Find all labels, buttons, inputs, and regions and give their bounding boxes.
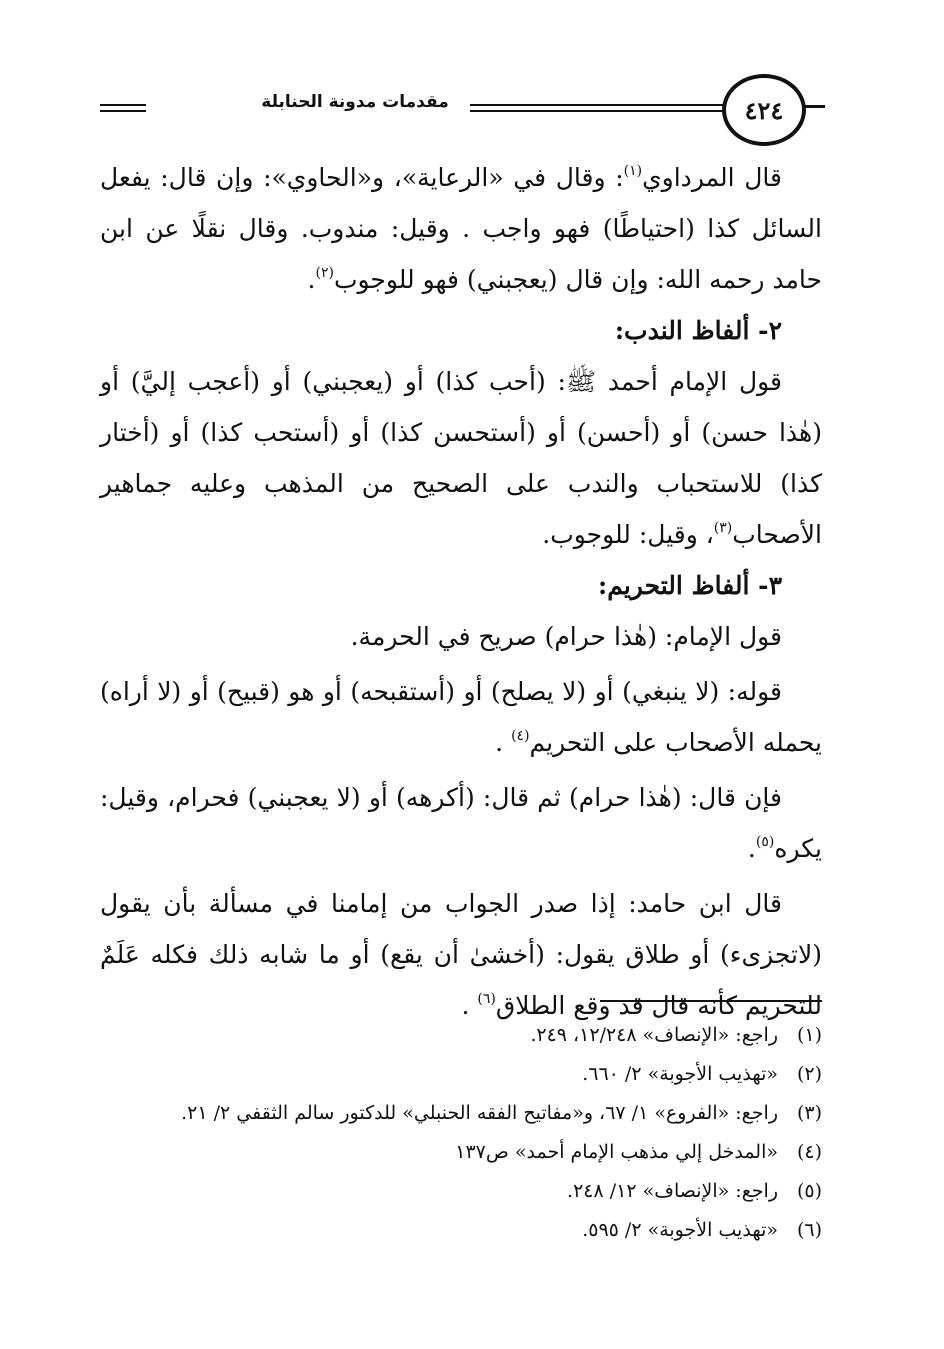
footnote-text: راجع: «الفروع» ١/ ٦٧، و«مفاتيح الفقه الحنبلي» للدكتور سالم الثقفي ٢/ ٢١. (181, 1102, 778, 1124)
paragraph-3: قول الإمام: (هٰذا حرام) صريح في الحرمة. (350, 622, 782, 651)
page-number-badge (722, 74, 806, 146)
p2-text-b: ، وقيل: للوجوب. (542, 520, 714, 549)
p4-text-a: قوله: (لا ينبغي) أو (لا يصلح) أو (أستقبحه) أو هو (قبيح) أو (لا أراه) يحمله الأصحاب على التحريم (100, 677, 822, 757)
footnote-ref-5: (٥) (755, 834, 775, 850)
footnote-ref-6: (٦) (477, 991, 496, 1007)
paragraph-6 (100, 878, 822, 1031)
heading-tahrim: ٣- ألفاظ التحريم: (597, 571, 782, 600)
footnote-number: (٥) (796, 1180, 822, 1202)
heading-nadb: ٢- ألفاظ الندب: (614, 316, 782, 345)
footnote-ref-1: (١) (623, 163, 643, 179)
footnote-number: (٣) (796, 1102, 822, 1124)
p6-text-a: قال ابن حامد: إذا صدر الجواب من إمامنا في مسألة بأن يقول (لاتجزىء) أو طلاق يقول: (أخشىٰ أن يقع) أو ما شابه ذلك فكله عَلَمٌ للتحريم كأنه قال قد وقع الطلاق (100, 889, 822, 1020)
page-header (100, 72, 825, 142)
footnote-text: راجع: «الإنصاف» ١٢/ ٢٤٨. (567, 1180, 778, 1202)
footnote-number: (٢) (796, 1063, 822, 1085)
footnote-text: «تهذيب الأجوبة» ٢/ ٥٩٥. (582, 1219, 778, 1241)
p1-text-a: قال المرداوي (642, 163, 782, 192)
footnote-4 (100, 1133, 822, 1172)
header-rule-left-bottom (100, 110, 146, 112)
p1-text-b: : وقال في «الرعاية»، و«الحاوي»: وإن قال: يفعل السائل كذا (احتياطًا) فهو واجب . وقيل: مندوب. وقال نقلًا عن ابن حامد رحمه الله: وإن قال (يعجبني) فهو للوجوب (100, 163, 822, 294)
p2-text-a: قول الإمام أحمد ﷺ: (أحب كذا) أو (يعجبني) أو (أعجب إليَّ) أو (هٰذا حسن) أو (أحسن) أو (أستحسن كذا) أو (أستحب كذا) أو (أختار كذا) للاستحباب والندب على الصحيح من المذهب وعليه جماهير الأصحاب (100, 367, 822, 549)
footnote-ref-3: (٣) (713, 520, 733, 536)
footnote-text: راجع: «الإنصاف» ١٢/٢٤٨، ٢٤٩. (530, 1024, 778, 1046)
footnote-separator (600, 1000, 822, 1002)
main-text (100, 152, 822, 1031)
footnotes (100, 1016, 822, 1250)
footnote-number: (٦) (796, 1219, 822, 1241)
header-rule-left-top (100, 104, 146, 106)
page-number: ٤٢٤ (744, 95, 784, 125)
header-rule-middle-bottom (470, 110, 724, 112)
paragraph-1 (100, 152, 822, 305)
footnote-text: «المدخل إلي مذهب الإمام أحمد» ص١٣٧ (455, 1141, 778, 1163)
footnote-6 (100, 1211, 822, 1250)
p1-text-c: . (307, 265, 316, 294)
footnote-number: (٤) (796, 1141, 822, 1163)
footnote-3 (100, 1094, 822, 1133)
paragraph-2 (100, 356, 822, 560)
footnote-ref-2: (٢) (315, 265, 334, 281)
footnote-text: «تهذيب الأجوبة» ٢/ ٦٦٠. (582, 1063, 778, 1085)
p4-text-b: . (495, 728, 512, 757)
footnote-number: (١) (796, 1024, 822, 1046)
p5-text-b: . (747, 834, 756, 863)
footnote-2 (100, 1055, 822, 1094)
paragraph-4 (100, 666, 822, 768)
paragraph-5 (100, 772, 822, 874)
p5-text-a: فإن قال: (هٰذا حرام) ثم قال: (أكرهه) أو (لا يعجبني) فحرام، وقيل: يكره (100, 783, 822, 863)
footnote-5 (100, 1172, 822, 1211)
footnote-1 (100, 1016, 822, 1055)
header-rule-middle-top (470, 104, 724, 106)
p6-text-b: . (461, 991, 478, 1020)
footnote-ref-4: (٤) (511, 728, 530, 744)
book-title: مقدمات مدونة الحنابلة (261, 92, 449, 112)
